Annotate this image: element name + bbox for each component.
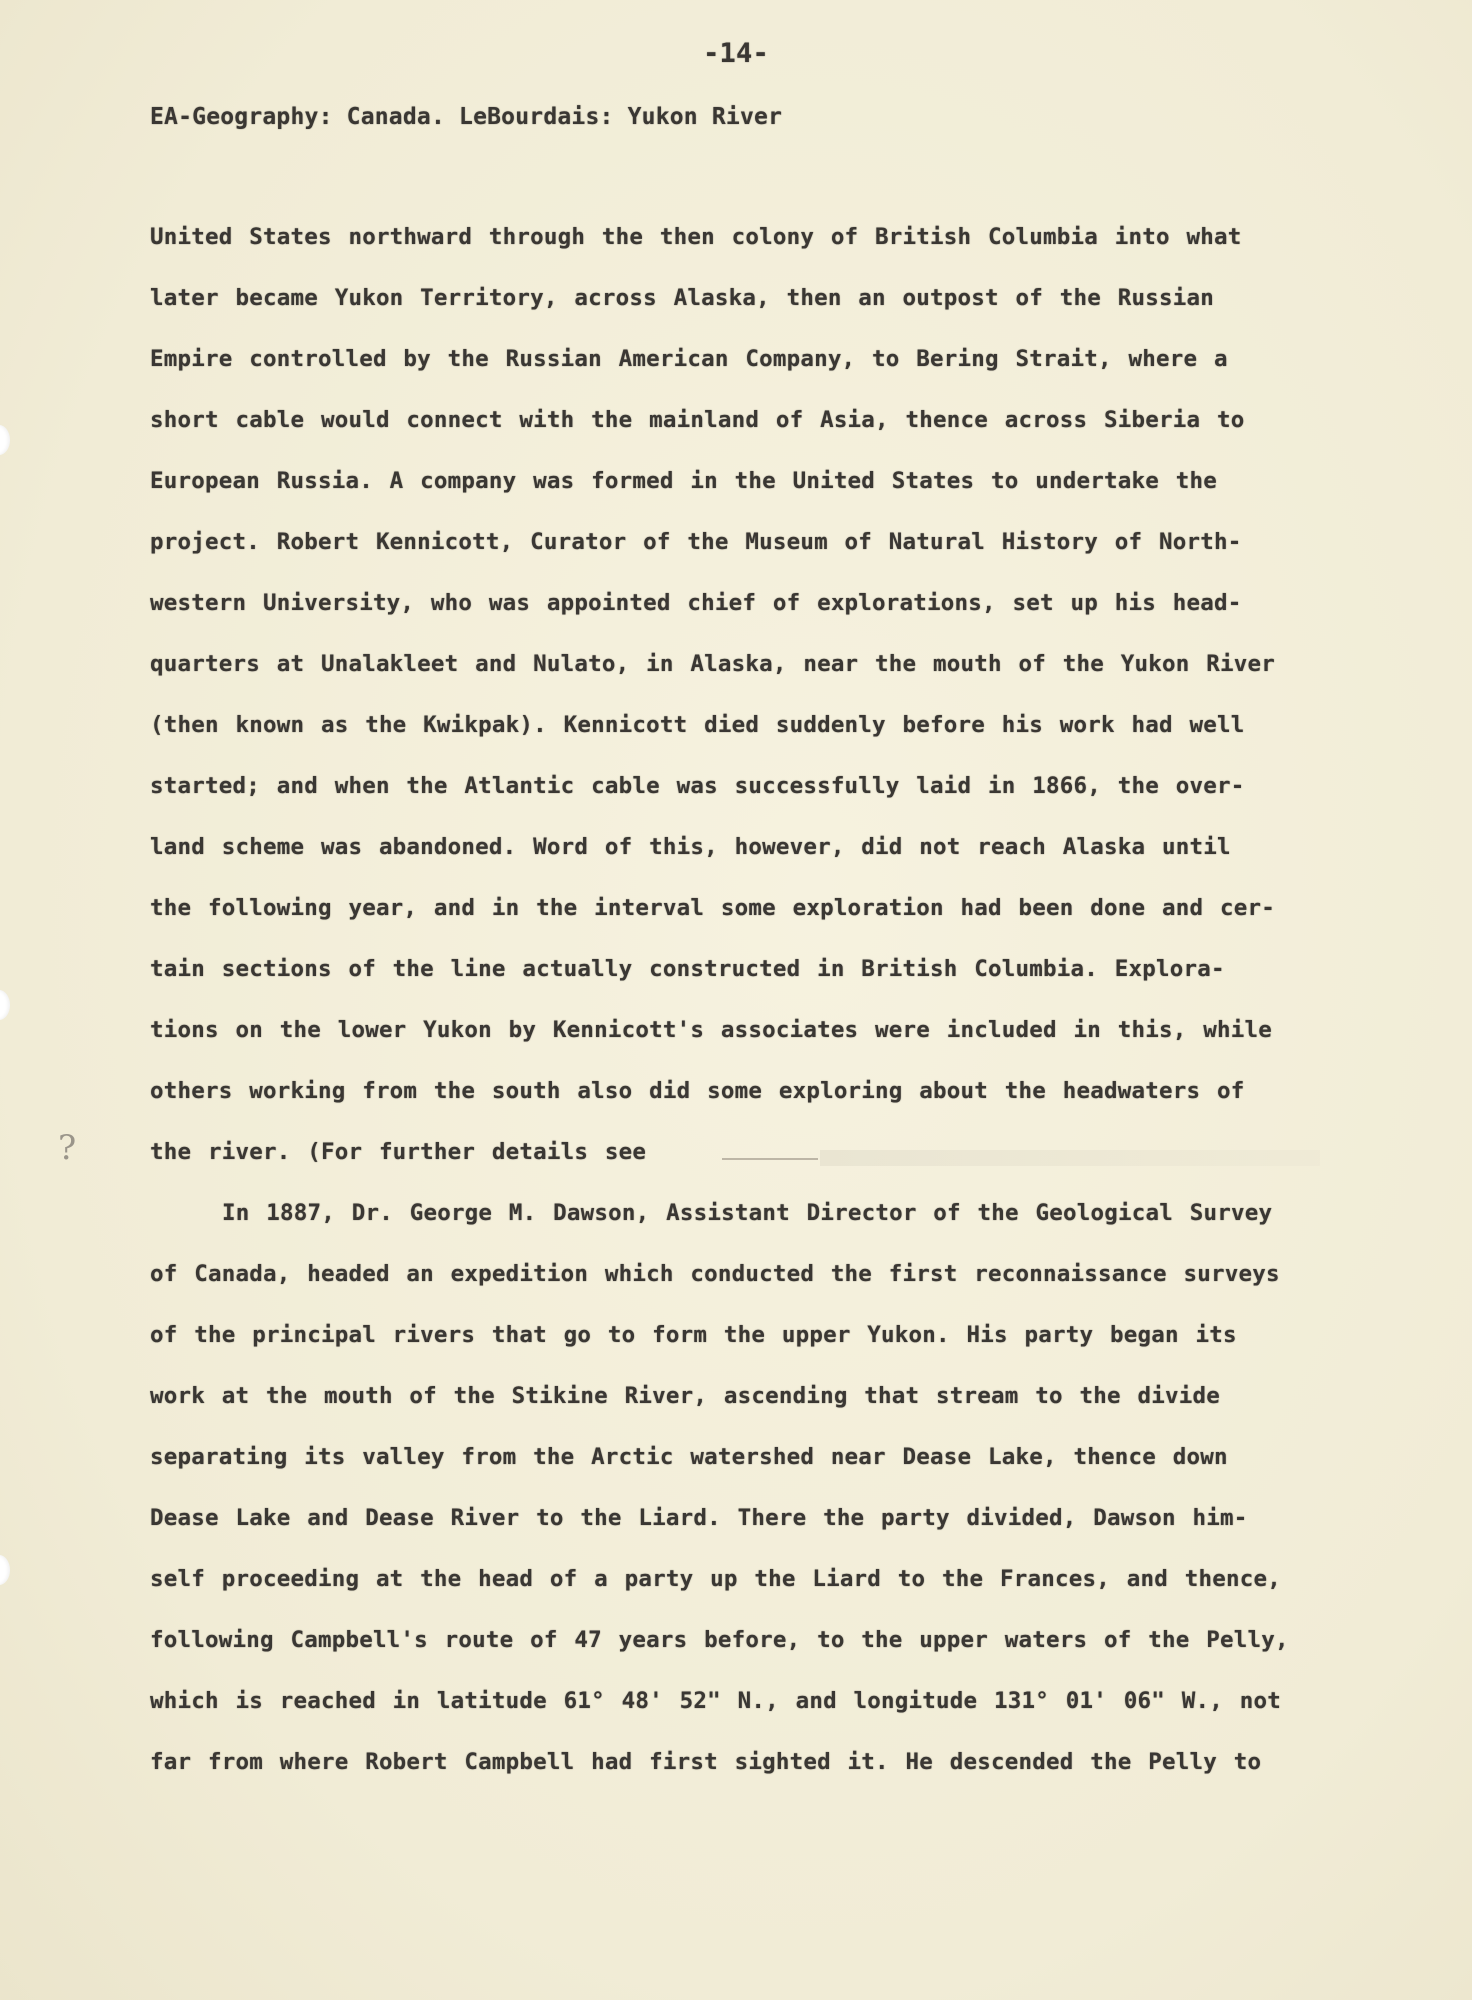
text-line: later became Yukon Territory, across Alaska, then an outpost of the Russian (150, 285, 1214, 311)
text-line: which is reached in latitude 61° 48' 52" N., and longitude 131° 01' 06" W., not (150, 1688, 1281, 1714)
punch-hole (0, 425, 10, 455)
text-line: European Russia. A company was formed in the United States to undertake the (150, 468, 1217, 494)
text-line: quarters at Unalakleet and Nulato, in Alaska, near the mouth of the Yukon River (150, 651, 1275, 677)
blank-reference-dash (722, 1158, 818, 1160)
text-line: others working from the south also did some exploring about the headwaters of (150, 1078, 1245, 1104)
punch-hole (0, 990, 10, 1020)
document-header: EA-Geography: Canada. LeBourdais: Yukon River (150, 104, 783, 130)
text-line: work at the mouth of the Stikine River, ascending that stream to the divide (150, 1383, 1220, 1409)
text-line: short cable would connect with the mainland of Asia, thence across Siberia to (150, 407, 1245, 433)
text-line: United States northward through the then colony of British Columbia into what (150, 224, 1242, 250)
text-line: the following year, and in the interval some exploration had been done and cer- (150, 895, 1275, 921)
text-line: of Canada, headed an expedition which conducted the first reconnaissance surveys (150, 1261, 1280, 1287)
text-line: started; and when the Atlantic cable was successfully laid in 1866, the over- (150, 773, 1245, 799)
text-line: Dease Lake and Dease River to the Liard. There the party divided, Dawson him- (150, 1505, 1248, 1531)
text-line: project. Robert Kennicott, Curator of the Museum of Natural History of North- (150, 529, 1242, 555)
text-line: following Campbell's route of 47 years before, to the upper waters of the Pelly, (150, 1627, 1289, 1653)
text-line: (then known as the Kwikpak). Kennicott died suddenly before his work had well (150, 712, 1245, 738)
text-line: land scheme was abandoned. Word of this, however, did not reach Alaska until (150, 834, 1231, 860)
text-line: of the principal rivers that go to form the upper Yukon. His party began its (150, 1322, 1237, 1348)
text-line: separating its valley from the Arctic watershed near Dease Lake, thence down (150, 1444, 1228, 1470)
text-line: self proceeding at the head of a party up the Liard to the Frances, and thence, (150, 1566, 1281, 1592)
text-line: In 1887, Dr. George M. Dawson, Assistant Director of the Geological Survey (222, 1200, 1273, 1226)
handwritten-margin-mark: ? (58, 1128, 77, 1168)
text-line: the river. (For further details see (150, 1139, 647, 1165)
text-line: western University, who was appointed chief of explorations, set up his head- (150, 590, 1242, 616)
page-number: -14- (703, 38, 769, 69)
punch-hole (0, 1555, 10, 1585)
text-line: tain sections of the line actually constructed in British Columbia. Explora- (150, 956, 1225, 982)
text-line: far from where Robert Campbell had first sighted it. He descended the Pelly to (150, 1749, 1262, 1775)
text-line: Empire controlled by the Russian American Company, to Bering Strait, where a (150, 346, 1228, 372)
text-line: tions on the lower Yukon by Kennicott's associates were included in this, while (150, 1017, 1272, 1043)
faded-text-ghost (820, 1150, 1320, 1166)
body-text (150, 222, 1380, 1808)
